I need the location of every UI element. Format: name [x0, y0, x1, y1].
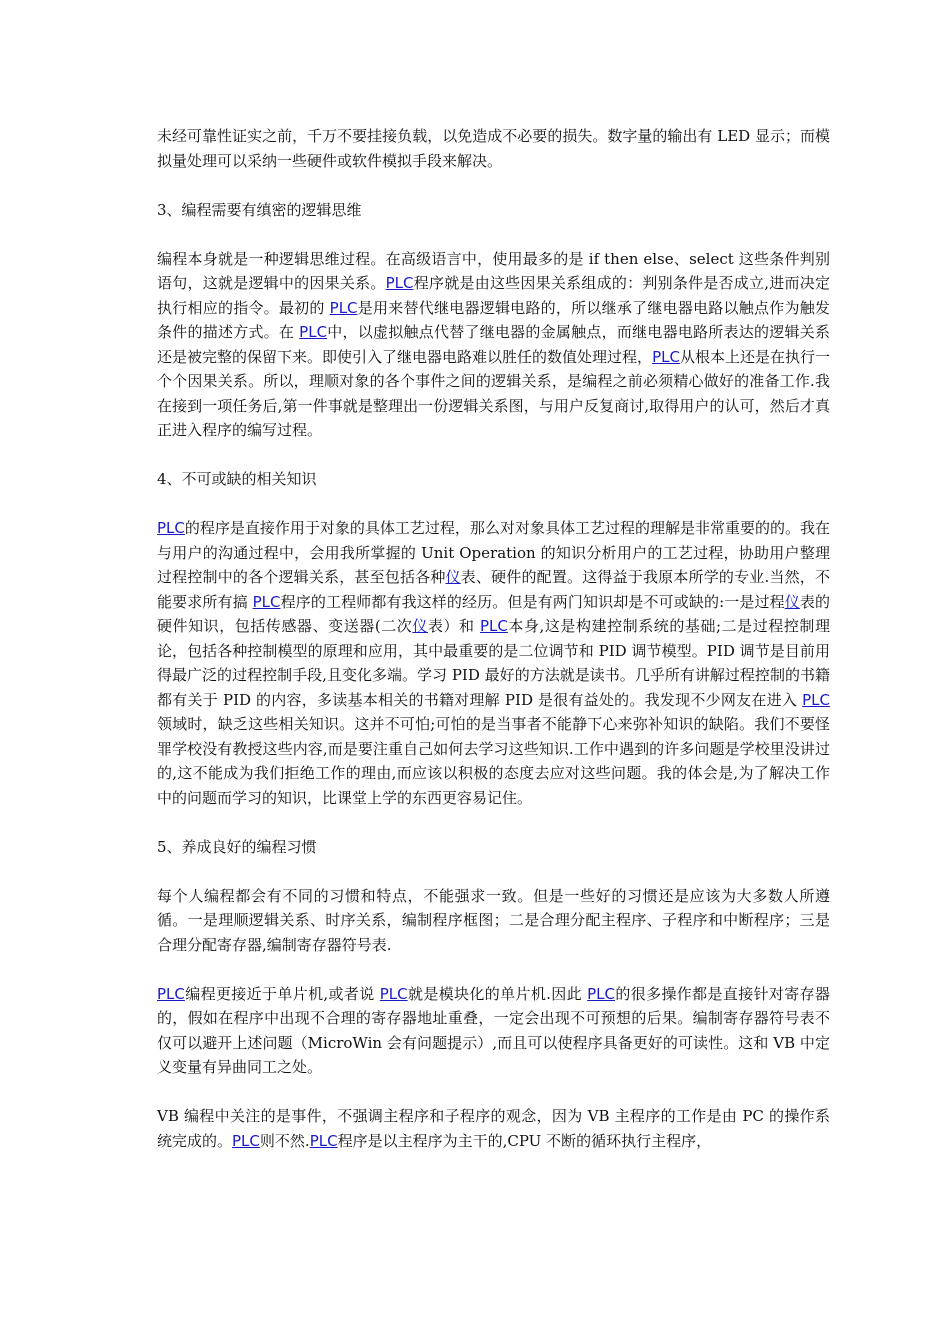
text-run: 表）和: [427, 617, 480, 635]
plc-link[interactable]: PLC: [329, 298, 358, 317]
text-run: 表的硬件知识，包括传感器、变送器(二次: [157, 592, 830, 635]
body-paragraph: [157, 982, 830, 1080]
instrument-link[interactable]: 仪: [784, 592, 800, 611]
body-paragraph: [157, 247, 830, 443]
body-paragraph: [157, 124, 830, 173]
plc-link[interactable]: PLC: [652, 347, 680, 366]
plc-link[interactable]: PLC: [157, 984, 185, 1003]
text-run: 每个人编程都会有不同的习惯和特点，不能强求一致。但是一些好的习惯还是应该为大多数人所遵循。一是理顺逻辑关系、时序关系，编制程序框图；二是合理分配主程序、子程序和中断程序；三是合理分配寄存器,编制寄存器符号表.: [157, 886, 830, 954]
text-run: 从根本上还是在执行一个个因果关系。所以，理顺对象的各个事件之间的逻辑关系，是编程之前必须精心做好的准备工作.我在接到一项任务后,第一件事就是整理出一份逻辑关系图，与用户反复商讨,取得用户的认可，然后才真正进入程序的编写过程。: [157, 347, 830, 439]
section-heading: [157, 198, 830, 223]
text-run: 未经可靠性证实之前，千万不要挂接负载，以免造成不必要的损失。数字量的输出有 LED 显示；而模拟量处理可以采纳一些硬件或软件模拟手段来解决。: [157, 127, 830, 170]
text-run: 的程序是直接作用于对象的具体工艺过程，那么对对象具体工艺过程的理解是非常重要的的。我在与用户的沟通过程中，会用我所掌握的 Unit Operation 的知识分析用户的工艺过程，协助用户整理过程控制中的各个逻辑关系，甚至包括各种: [157, 519, 830, 586]
text-run: 表、硬件的配置。这得益于我原本所学的专业.当然，不能要求所有搞: [157, 568, 830, 611]
body-paragraph: [157, 884, 830, 958]
plc-link[interactable]: PLC: [802, 690, 830, 709]
instrument-link[interactable]: 仪: [445, 568, 461, 586]
section-heading: [157, 467, 830, 492]
text-run: 领域时，缺乏这些相关知识。这并不可怕;可怕的是当事者不能静下心来弥补知识的缺陷。我们不要怪罪学校没有教授这些内容,而是要注重自己如何去学习这些知识.工作中遇到的许多问题是学校里没讲过的,这不能成为我们拒绝工作的理由,而应该以积极的态度去应对这些问题。我的体会是,为了解决工作中的问题而学习的知识，比课堂上学的东西更容易记住。: [157, 715, 830, 807]
text-run: 本身,这是构建控制系统的基础;二是过程控制理论，包括各种控制模型的原理和应用，其中最重要的是二位调节和 PID 调节模型。PID 调节是目前用得最广泛的过程控制手段,且变化多端。学习 PID 最好的方法就是读书。几乎所有讲解过程控制的书籍都有关于 PID 的内容，多读基本相关的书籍对理解 PID 是很有益处的。我发现不少网友在进入: [157, 617, 830, 709]
text-run: 程序是以主程序为主干的,CPU 不断的循环执行主程序，: [337, 1131, 712, 1150]
plc-link[interactable]: PLC: [309, 1131, 338, 1150]
text-run: 程序就是由这些因果关系组成的：判别条件是否成立,进而决定执行相应的指令。最初的: [157, 274, 830, 317]
text-run: 程序的工程师都有我这样的经历。但是有两门知识却是不可或缺的:一是过程: [280, 592, 785, 611]
text-run: 4、不可或缺的相关知识: [157, 470, 317, 488]
text-run: 编程更接近于单片机,或者说: [184, 984, 380, 1003]
document-page: [157, 124, 830, 1178]
text-run: 是用来替代继电器逻辑电路的，所以继承了继电器电路以触点作为触发条件的描述方式。在: [157, 298, 830, 341]
plc-link[interactable]: PLC: [299, 323, 328, 341]
text-run: VB 编程中关注的是事件，不强调主程序和子程序的观念，因为 VB 主程序的工作是由 PC 的操作系统完成的。: [157, 1107, 830, 1150]
body-paragraph: [157, 1104, 830, 1153]
body-paragraph: [157, 516, 830, 810]
text-run: 中，以虚拟触点代替了继电器的金属触点，而继电器电路所表达的逻辑关系还是被完整的保留下来。即使引入了继电器电路难以胜任的数值处理过程，: [157, 323, 830, 366]
plc-link[interactable]: PLC: [252, 592, 281, 611]
text-run: 3、编程需要有缜密的逻辑思维: [157, 200, 362, 219]
text-run: 就是模块化的单片机.因此: [407, 984, 588, 1003]
text-run: 5、养成良好的编程习惯: [157, 837, 317, 856]
plc-link[interactable]: PLC: [587, 984, 616, 1003]
instrument-link[interactable]: 仪: [412, 617, 428, 635]
text-run: 编程本身就是一种逻辑思维过程。在高级语言中，使用最多的是 if then else、select 这些条件判别语句，这就是逻辑中的因果关系。: [157, 249, 830, 292]
plc-link[interactable]: PLC: [385, 274, 414, 292]
plc-link[interactable]: PLC: [157, 519, 185, 537]
text-run: 的很多操作都是直接针对寄存器的，假如在程序中出现不合理的寄存器地址重叠，一定会出现不可预想的后果。编制寄存器符号表不仅可以避开上述问题（MicroWin 会有问题提示）,而且可以使程序具备更好的可读性。这和 VB 中定义变量有异曲同工之处。: [157, 984, 830, 1076]
text-run: 则不然.: [259, 1131, 310, 1150]
section-heading: [157, 835, 830, 860]
plc-link[interactable]: PLC: [479, 617, 508, 635]
plc-link[interactable]: PLC: [232, 1131, 260, 1150]
plc-link[interactable]: PLC: [379, 984, 408, 1003]
